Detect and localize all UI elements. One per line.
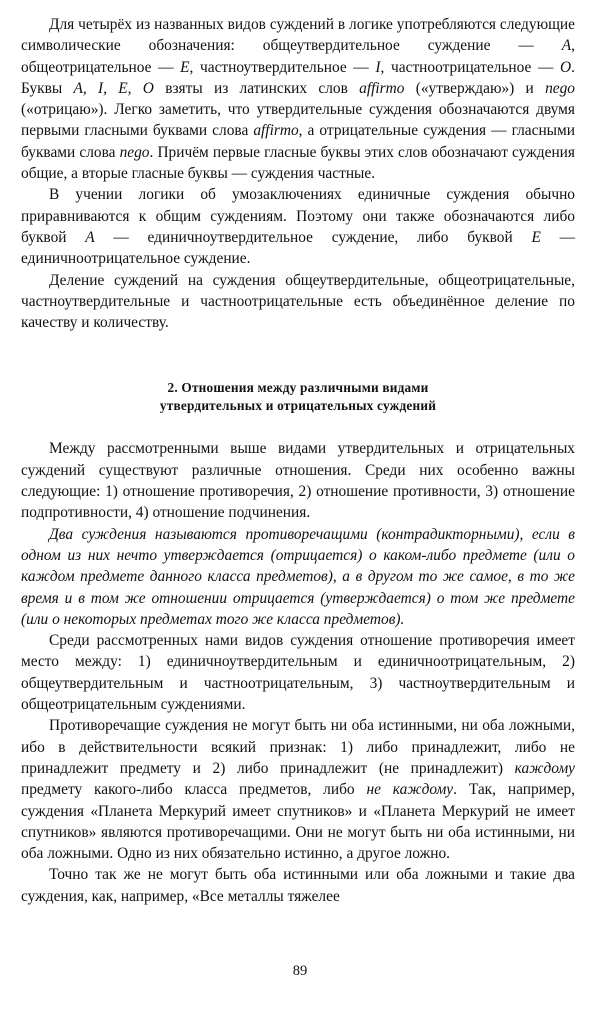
italic-text: affirmo bbox=[253, 122, 299, 140]
text-run: Для четырёх из названных видов суждений в логике употребляются следующие символические обозначения: общеутвердительное суждение — bbox=[21, 16, 575, 55]
italic-text: не каждому bbox=[366, 781, 454, 799]
text-run: Деление суждений на суждения общеутвердительные, общеотрицательные, частноутвердительные и частноотрицательные есть объединённое деление по качеству и количеству. bbox=[21, 271, 575, 332]
italic-text: affirmo bbox=[359, 79, 405, 97]
paragraph bbox=[21, 14, 575, 184]
paragraph bbox=[21, 270, 575, 334]
body-text-top bbox=[21, 14, 575, 333]
spacer bbox=[21, 415, 575, 438]
italic-text: I bbox=[375, 58, 381, 76]
italic-text: Два суждения называются противоречащими (контрадикторными), если в одном из них нечто утверждается (отрицается) о каком-либо предмете (или о каждом предмете данного класса предметов), а в другом то же самое, в то же время и в том же отношении отрицается (утверждается) о том же предмете (или о некоторых предметах того же класса предметов). bbox=[21, 525, 575, 628]
text-run: Противоречащие суждения не могут быть ни оба истинными, ни оба ложными, ибо в действительности всякий признак: 1) либо принадлежит, либо не принадлежит предмету и 2) либо принадлежит (не принадлежит) bbox=[21, 717, 575, 777]
text-run: , частноутвердительное — bbox=[189, 58, 376, 76]
text-run: . Причём первые гласные буквы этих слов обозначают суждения общие, а вторые гласные буквы — суждения частные. bbox=[21, 143, 575, 183]
italic-text: O bbox=[560, 58, 572, 76]
text-run: . Буквы bbox=[21, 58, 576, 97]
text-run: , частноотрицательное — bbox=[380, 58, 561, 76]
text-run: — единичноутвердительное суждение, либо буквой bbox=[94, 228, 532, 246]
italic-text: nego bbox=[119, 143, 150, 161]
text-run: взяты из латинских слов bbox=[153, 79, 360, 97]
text-run: . Так, например, суждения «Планета Меркурий имеет спутников» и «Планета Меркурий не имеет спутников» являются противоречащими. Они не могут быть ни оба истинными, ни оба ложными. Одно из них обязательно истинно, а другое ложно. bbox=[21, 781, 575, 863]
body-text-bottom bbox=[21, 438, 575, 907]
paragraph bbox=[21, 184, 575, 269]
paragraph bbox=[21, 524, 575, 630]
text-run: — единичноотрицательное суждение. bbox=[21, 228, 575, 268]
text-run: («утверждаю») и bbox=[404, 79, 546, 97]
italic-text: A, I, E, O bbox=[73, 79, 154, 97]
paragraph bbox=[21, 715, 575, 864]
text-run: , общеотрицательное — bbox=[21, 37, 575, 76]
section-heading-line-2: утвердительных и отрицательных суждений bbox=[159, 398, 437, 414]
section-heading-line-1: 2. Отношения между различными видами bbox=[167, 380, 429, 396]
text-run: предмету какого-либо класса предметов, либо bbox=[21, 781, 367, 799]
italic-text: E bbox=[531, 228, 541, 246]
text-run: В учении логики об умозаключениях единичные суждения обычно приравниваются к общим суждениям. Поэтому они также обозначаются либо буквой bbox=[21, 186, 575, 246]
text-run: («отрицаю»). Легко заметить, что утвердительные суждения обозначаются двумя первыми гласными буквами слова bbox=[21, 101, 575, 140]
italic-text: A bbox=[85, 228, 95, 246]
text-run: Точно так же не могут быть оба истинными или оба ложными и такие два суждения, как, например, «Все металлы тяжелее bbox=[21, 866, 575, 905]
italic-text: E bbox=[180, 58, 190, 76]
text-run: , а отрицательные суждения — гласными буквами слова bbox=[21, 122, 575, 161]
italic-text: nego bbox=[545, 79, 575, 97]
text-run: Среди рассмотренных нами видов суждения отношение противоречия имеет место между: 1) единичноутвердительным и единичноотрицательным, 2) общеутвердительным и частноотрицательным, 3) частноутвердительным и общеотрицательным суждениями. bbox=[21, 632, 575, 714]
italic-text: A bbox=[561, 37, 572, 55]
paragraph bbox=[21, 864, 575, 907]
spacer bbox=[21, 333, 575, 379]
paragraph bbox=[21, 630, 575, 715]
italic-text: каждому bbox=[514, 759, 575, 777]
text-run: Между рассмотренными выше видами утвердительных и отрицательных суждений существуют различные отношения. Среди них особенно важны следующие: 1) отношение противоречия, 2) отношение противности, 3) отношение подпротивности, 4) отношение подчинения. bbox=[21, 440, 575, 522]
page-number: 89 bbox=[292, 963, 308, 979]
paragraph bbox=[21, 438, 575, 523]
